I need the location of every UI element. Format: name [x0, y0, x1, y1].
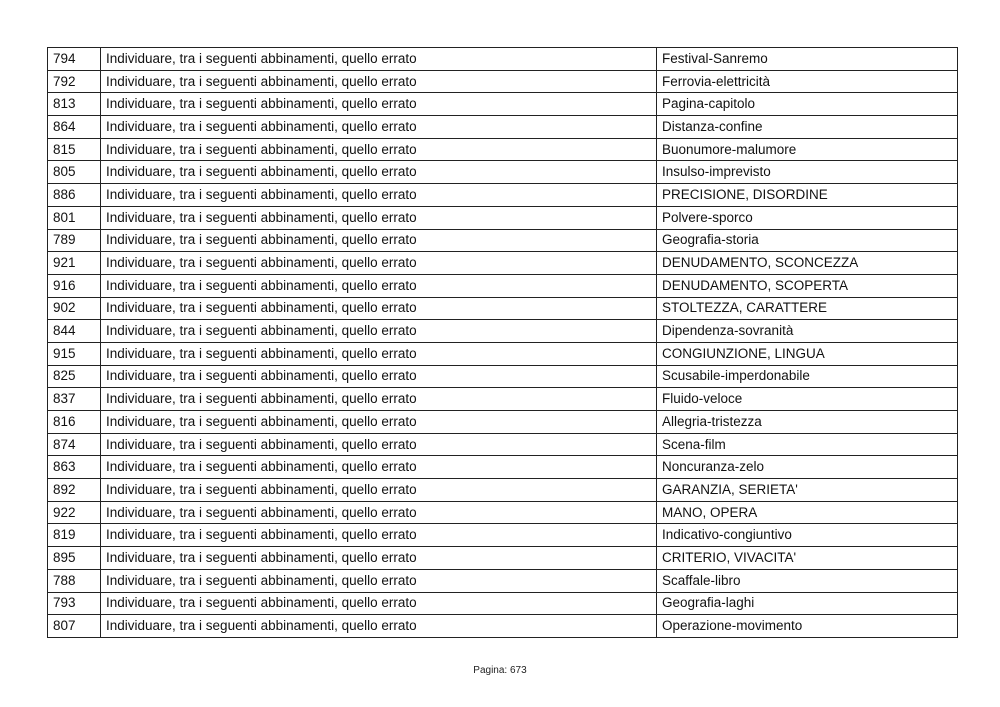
- question-text: Individuare, tra i seguenti abbinamenti, quello errato: [101, 161, 657, 184]
- answer-text: Scaffale-libro: [657, 569, 958, 592]
- table-row: [48, 456, 958, 479]
- question-id: 892: [48, 479, 101, 502]
- question-id: 807: [48, 615, 101, 638]
- answer-text: Fluido-veloce: [657, 388, 958, 411]
- table-row: [48, 524, 958, 547]
- question-text: Individuare, tra i seguenti abbinamenti, quello errato: [101, 569, 657, 592]
- question-text: Individuare, tra i seguenti abbinamenti, quello errato: [101, 48, 657, 71]
- questions-table: [47, 47, 958, 638]
- question-id: 874: [48, 433, 101, 456]
- table-row: [48, 479, 958, 502]
- question-id: 916: [48, 274, 101, 297]
- answer-text: Dipendenza-sovranità: [657, 320, 958, 343]
- answer-text: DENUDAMENTO, SCONCEZZA: [657, 252, 958, 275]
- question-text: Individuare, tra i seguenti abbinamenti, quello errato: [101, 411, 657, 434]
- question-text: Individuare, tra i seguenti abbinamenti, quello errato: [101, 501, 657, 524]
- answer-text: Pagina-capitolo: [657, 93, 958, 116]
- table-row: [48, 48, 958, 71]
- answer-text: Distanza-confine: [657, 116, 958, 139]
- question-text: Individuare, tra i seguenti abbinamenti, quello errato: [101, 184, 657, 207]
- answer-text: Operazione-movimento: [657, 615, 958, 638]
- question-id: 789: [48, 229, 101, 252]
- answer-text: DENUDAMENTO, SCOPERTA: [657, 274, 958, 297]
- question-text: Individuare, tra i seguenti abbinamenti, quello errato: [101, 547, 657, 570]
- table-row: [48, 411, 958, 434]
- question-text: Individuare, tra i seguenti abbinamenti, quello errato: [101, 93, 657, 116]
- question-id: 792: [48, 70, 101, 93]
- question-text: Individuare, tra i seguenti abbinamenti, quello errato: [101, 116, 657, 139]
- answer-text: Geografia-laghi: [657, 592, 958, 615]
- question-id: 886: [48, 184, 101, 207]
- question-text: Individuare, tra i seguenti abbinamenti, quello errato: [101, 456, 657, 479]
- question-text: Individuare, tra i seguenti abbinamenti, quello errato: [101, 615, 657, 638]
- question-text: Individuare, tra i seguenti abbinamenti, quello errato: [101, 297, 657, 320]
- question-id: 895: [48, 547, 101, 570]
- page-number: Pagina: 673: [473, 665, 527, 676]
- question-text: Individuare, tra i seguenti abbinamenti, quello errato: [101, 320, 657, 343]
- answer-text: Geografia-storia: [657, 229, 958, 252]
- question-text: Individuare, tra i seguenti abbinamenti, quello errato: [101, 138, 657, 161]
- table-row: [48, 161, 958, 184]
- table-row: [48, 138, 958, 161]
- question-id: 793: [48, 592, 101, 615]
- question-id: 794: [48, 48, 101, 71]
- answer-text: Noncuranza-zelo: [657, 456, 958, 479]
- question-id: 863: [48, 456, 101, 479]
- table-row: [48, 206, 958, 229]
- table-row: [48, 615, 958, 638]
- question-id: 816: [48, 411, 101, 434]
- answer-text: MANO, OPERA: [657, 501, 958, 524]
- table-row: [48, 116, 958, 139]
- table-row: [48, 342, 958, 365]
- question-id: 844: [48, 320, 101, 343]
- table-row: [48, 547, 958, 570]
- table-row: [48, 569, 958, 592]
- question-text: Individuare, tra i seguenti abbinamenti, quello errato: [101, 479, 657, 502]
- question-text: Individuare, tra i seguenti abbinamenti, quello errato: [101, 342, 657, 365]
- question-id: 921: [48, 252, 101, 275]
- question-id: 815: [48, 138, 101, 161]
- question-id: 837: [48, 388, 101, 411]
- answer-text: Buonumore-malumore: [657, 138, 958, 161]
- answer-text: Insulso-imprevisto: [657, 161, 958, 184]
- table-row: [48, 433, 958, 456]
- answer-text: Scusabile-imperdonabile: [657, 365, 958, 388]
- question-text: Individuare, tra i seguenti abbinamenti, quello errato: [101, 206, 657, 229]
- question-id: 801: [48, 206, 101, 229]
- question-text: Individuare, tra i seguenti abbinamenti, quello errato: [101, 592, 657, 615]
- table-row: [48, 252, 958, 275]
- table-row: [48, 70, 958, 93]
- table-row: [48, 297, 958, 320]
- answer-text: Ferrovia-elettricità: [657, 70, 958, 93]
- question-id: 825: [48, 365, 101, 388]
- table-row: [48, 501, 958, 524]
- table-row: [48, 184, 958, 207]
- answer-text: Allegria-tristezza: [657, 411, 958, 434]
- table-row: [48, 274, 958, 297]
- answer-text: Indicativo-congiuntivo: [657, 524, 958, 547]
- question-text: Individuare, tra i seguenti abbinamenti, quello errato: [101, 524, 657, 547]
- question-text: Individuare, tra i seguenti abbinamenti, quello errato: [101, 388, 657, 411]
- table-row: [48, 388, 958, 411]
- table-row: [48, 365, 958, 388]
- answer-text: Festival-Sanremo: [657, 48, 958, 71]
- question-id: 902: [48, 297, 101, 320]
- table-row: [48, 93, 958, 116]
- question-text: Individuare, tra i seguenti abbinamenti, quello errato: [101, 433, 657, 456]
- table-row: [48, 229, 958, 252]
- question-id: 788: [48, 569, 101, 592]
- answer-text: GARANZIA, SERIETA': [657, 479, 958, 502]
- questions-table-body: [48, 48, 958, 638]
- answer-text: Polvere-sporco: [657, 206, 958, 229]
- table-row: [48, 592, 958, 615]
- question-id: 915: [48, 342, 101, 365]
- question-id: 819: [48, 524, 101, 547]
- question-text: Individuare, tra i seguenti abbinamenti, quello errato: [101, 274, 657, 297]
- question-id: 805: [48, 161, 101, 184]
- question-text: Individuare, tra i seguenti abbinamenti, quello errato: [101, 70, 657, 93]
- question-text: Individuare, tra i seguenti abbinamenti, quello errato: [101, 252, 657, 275]
- answer-text: Scena-film: [657, 433, 958, 456]
- question-id: 813: [48, 93, 101, 116]
- answer-text: CONGIUNZIONE, LINGUA: [657, 342, 958, 365]
- question-text: Individuare, tra i seguenti abbinamenti, quello errato: [101, 229, 657, 252]
- answer-text: PRECISIONE, DISORDINE: [657, 184, 958, 207]
- question-text: Individuare, tra i seguenti abbinamenti, quello errato: [101, 365, 657, 388]
- answer-text: CRITERIO, VIVACITA': [657, 547, 958, 570]
- table-row: [48, 320, 958, 343]
- answer-text: STOLTEZZA, CARATTERE: [657, 297, 958, 320]
- question-id: 864: [48, 116, 101, 139]
- question-id: 922: [48, 501, 101, 524]
